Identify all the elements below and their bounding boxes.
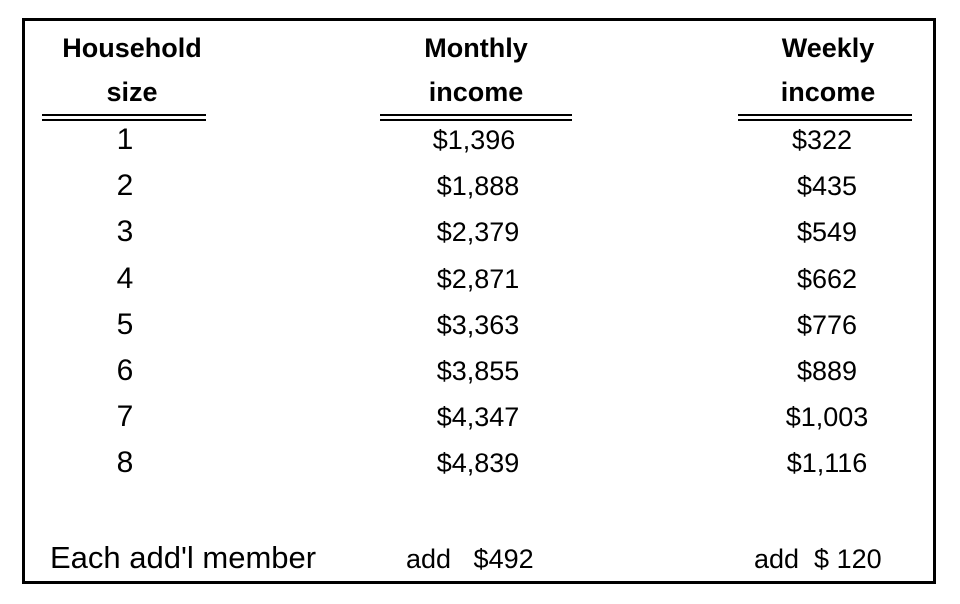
row-weekly-income: $435 [796,171,858,202]
row-monthly-income: $4,347 [436,402,520,433]
row-weekly-income: $776 [796,309,858,340]
header-rule-size [42,114,206,121]
header-rule-weekly [738,114,912,121]
row-household-size: 8 [116,446,134,480]
row-weekly-income: $322 [791,125,853,155]
row-monthly-income: $2,871 [436,263,520,294]
row-monthly-income: $1,396 [432,125,516,155]
header-household-size-line1: Household [62,33,202,63]
header-household-size [32,26,232,114]
row-monthly-income: $2,379 [436,217,520,248]
header-weekly-income-line1: Weekly [781,33,875,63]
row-weekly-income: $889 [796,356,858,386]
footer-monthly-add: add $492 [406,544,534,574]
footer-label: Each add'l member [50,540,317,575]
row-monthly-income: $1,888 [436,171,520,202]
header-monthly-income-line1: Monthly [424,33,528,63]
row-household-size: 3 [116,215,134,249]
row-monthly-income: $3,855 [436,356,520,386]
row-household-size: 1 [116,123,134,156]
row-monthly-income: $3,363 [436,309,520,340]
footer-weekly-add: add $ 120 [754,544,882,574]
header-household-size-line2: size [106,77,158,107]
row-weekly-income: $662 [796,263,858,294]
header-weekly-income-line2: income [780,77,876,107]
row-household-size: 2 [116,169,134,203]
row-weekly-income: $549 [796,217,858,248]
header-monthly-income [376,26,576,114]
row-weekly-income: $1,003 [785,402,869,433]
row-household-size: 4 [116,261,134,295]
row-household-size: 7 [116,400,134,434]
row-weekly-income: $1,116 [786,448,868,479]
header-monthly-income-line2: income [428,77,524,107]
header-weekly-income [728,26,928,114]
header-rule-monthly [380,114,572,121]
row-household-size: 5 [116,307,134,341]
row-household-size: 6 [116,354,134,387]
row-monthly-income: $4,839 [436,448,520,479]
